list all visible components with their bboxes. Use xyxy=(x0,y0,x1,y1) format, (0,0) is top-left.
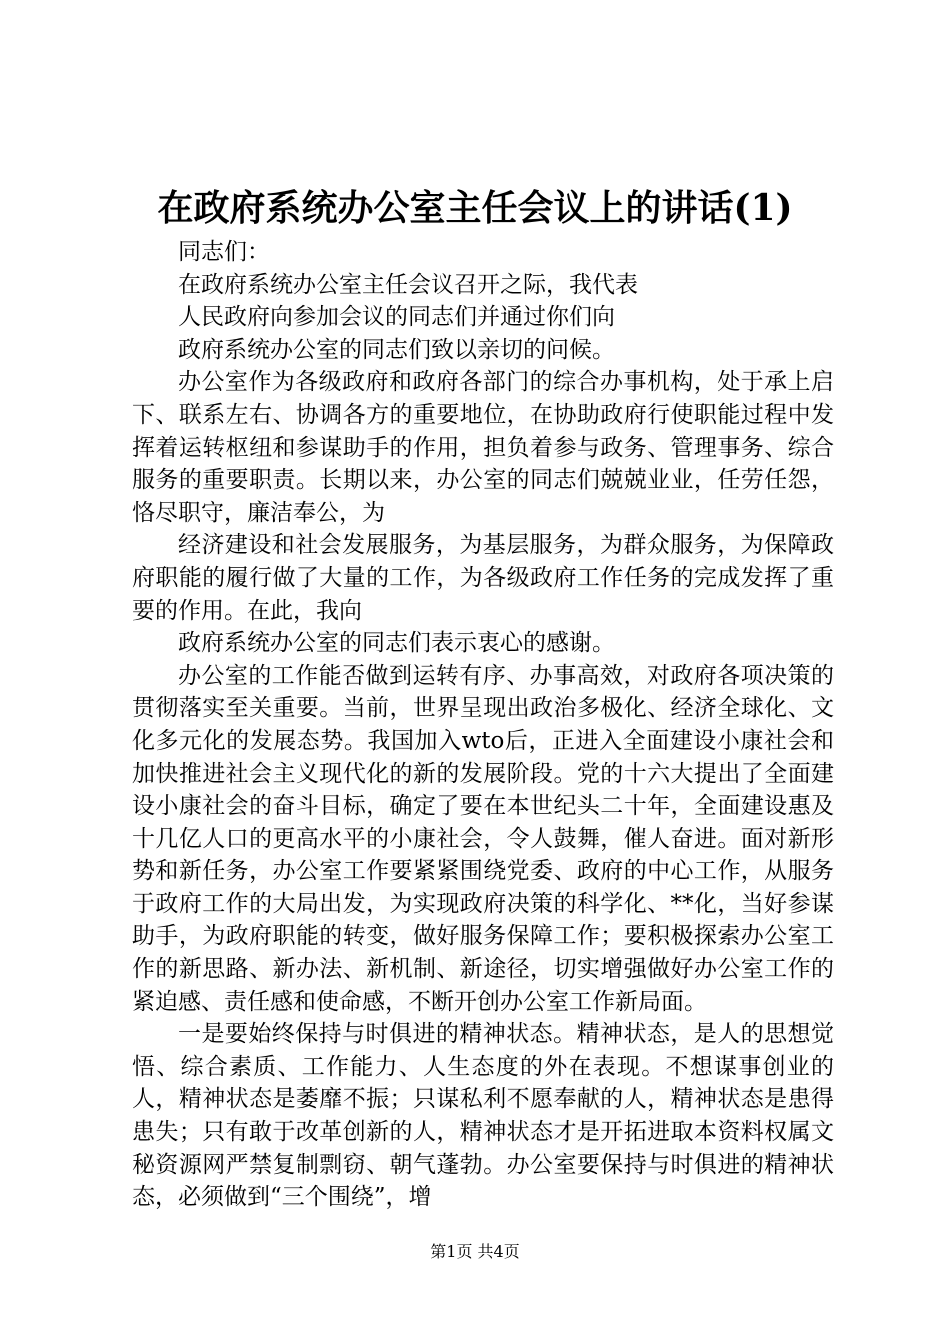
paragraph: 人民政府向参加会议的同志们并通过你们向 xyxy=(178,304,615,331)
paragraph: 在政府系统办公室主任会议召开之际，我代表 xyxy=(178,271,638,298)
document-title: 在政府系统办公室主任会议上的讲话(1) xyxy=(157,187,793,229)
paragraph: 政府系统办公室的同志们致以亲切的问候。 xyxy=(178,336,615,363)
paragraph: 办公室作为各级政府和政府各部门的综合办事机构，处于承上启下、联系左右、协调各方的重要地位，在协助政府行使职能过程中发挥着运转枢纽和参谋助手的作用，担负着参与政务、管理事务、综合服务的重要职责。长期以来，办公室的同志们兢兢业业，任劳任怨，恪尽职守，廉洁奉公，为 xyxy=(132,369,834,526)
document-body xyxy=(132,236,834,1214)
paragraph: 经济建设和社会发展服务，为基层服务，为群众服务，为保障政府职能的履行做了大量的工作，为各级政府工作任务的完成发挥了重要的作用。在此，我向 xyxy=(132,532,834,624)
page-number-footer: 第1页 共4页 xyxy=(430,1242,520,1261)
paragraph: 一是要始终保持与时俱进的精神状态。精神状态，是人的思想觉悟、综合素质、工作能力、人生态度的外在表现。不想谋事创业的人，精神状态是萎靡不振；只谋私利不愿奉献的人，精神状态是患得患失；只有敢于改革创新的人，精神状态才是开拓进取本资料权属文秘资源网严禁复制剽窃、朝气蓬勃。办公室要保持与时俱进的精神状态，必须做到“三个围绕”，增 xyxy=(132,1021,834,1211)
paragraph: 办公室的工作能否做到运转有序、办事高效，对政府各项决策的贯彻落实至关重要。当前，世界呈现出政治多极化、经济全球化、文化多元化的发展态势。我国加入wto后，正进入全面建设小康社会和加快推进社会主义现代化的新的发展阶段。党的十六大提出了全面建设小康社会的奋斗目标，确定了要在本世纪头二十年，全面建设惠及十几亿人口的更高水平的小康社会，令人鼓舞，催人奋进。面对新形势和新任务，办公室工作要紧紧围绕党委、政府的中心工作，从服务于政府工作的大局出发，为实现政府决策的科学化、**化，当好参谋助手，为政府职能的转变，做好服务保障工作；要积极探索办公室工作的新思路、新办法、新机制、新途径，切实增强做好办公室工作的紧迫感、责任感和使命感，不断开创办公室工作新局面。 xyxy=(132,662,834,1015)
paragraph: 政府系统办公室的同志们表示衷心的感谢。 xyxy=(178,630,615,657)
paragraph-salutation: 同志们： xyxy=(178,239,270,265)
